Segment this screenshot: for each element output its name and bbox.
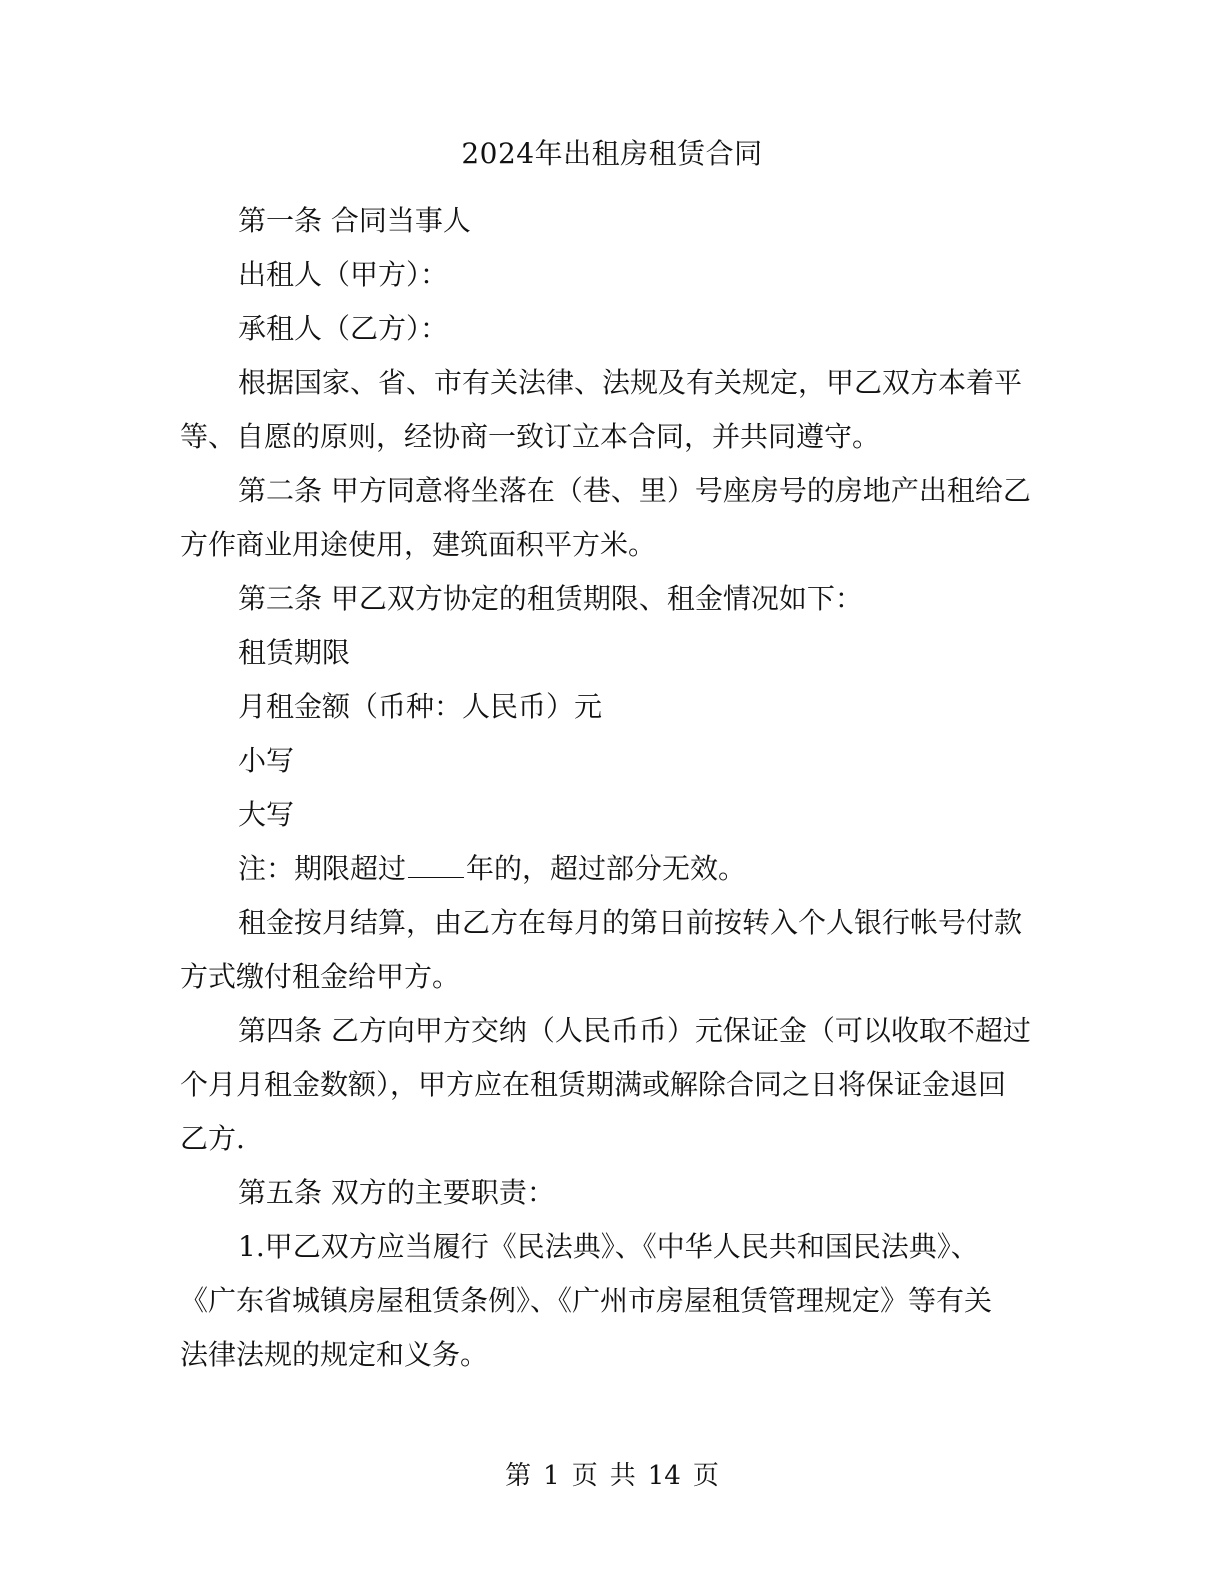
lease-term-line: 租赁期限	[238, 636, 351, 669]
preamble-line-1: 根据国家、省、市有关法律、法规及有关规定，甲乙双方本着平	[238, 366, 1023, 399]
rent-payment-line-1: 租金按月结算，由乙方在每月的第日前按转入个人银行帐号付款	[238, 906, 1023, 939]
article-2-line-2: 方作商业用途使用，建筑面积平方米。	[180, 528, 657, 561]
article-5-heading: 第五条 双方的主要职责：	[238, 1176, 555, 1209]
total-page-count: 14	[647, 1461, 681, 1491]
article-4-line-2: 个月月租金数额），甲方应在租赁期满或解除合同之日将保证金退回	[180, 1068, 1007, 1101]
footer-word-ye: 页	[571, 1461, 598, 1491]
article-2-line-1: 第二条 甲方同意将坐落在（巷、里）号座房号的房地产出租给乙	[238, 474, 1031, 507]
article-4-line-1: 第四条 乙方向甲方交纳（人民币币）元保证金（可以收取不超过	[238, 1014, 1031, 1047]
document-title: 2024年出租房租赁合同	[461, 137, 763, 170]
footer-word-di: 第	[505, 1461, 532, 1491]
monthly-rent-line: 月租金额（币种：人民币）元	[238, 690, 603, 723]
rent-payment-line-2: 方式缴付租金给甲方。	[180, 960, 461, 993]
preamble-line-2: 等、自愿的原则，经协商一致订立本合同，并共同遵守。	[180, 420, 881, 453]
note-blank-field	[408, 849, 464, 878]
duty-1-line-1: 1.甲乙双方应当履行《民法典》、《中华人民共和国民法典》、	[238, 1230, 979, 1263]
amount-uppercase-line: 大写	[238, 798, 295, 831]
note-suffix: 年的，超过部分无效。	[466, 852, 747, 885]
lessor-line: 出租人（甲方）：	[238, 258, 449, 291]
article-3-heading: 第三条 甲乙双方协定的租赁期限、租金情况如下：	[238, 582, 863, 615]
article-4-line-3: 乙方.	[180, 1122, 245, 1155]
footer-word-gong: 共	[609, 1461, 636, 1491]
article-1-heading: 第一条 合同当事人	[238, 204, 471, 237]
note-line	[180, 842, 1040, 896]
current-page-number: 1	[543, 1461, 560, 1491]
note-prefix: 注：期限超过	[238, 852, 407, 885]
footer-word-ye-2: 页	[692, 1461, 719, 1491]
page-footer	[0, 1456, 1224, 1496]
lessee-line: 承租人（乙方）：	[238, 312, 449, 345]
amount-lowercase-line: 小写	[238, 744, 295, 777]
duty-1-line-2: 《广东省城镇房屋租赁条例》、《广州市房屋租赁管理规定》等有关	[180, 1284, 993, 1317]
document-body	[180, 194, 1040, 1382]
duty-1-line-3: 法律法规的规定和义务。	[180, 1338, 489, 1371]
